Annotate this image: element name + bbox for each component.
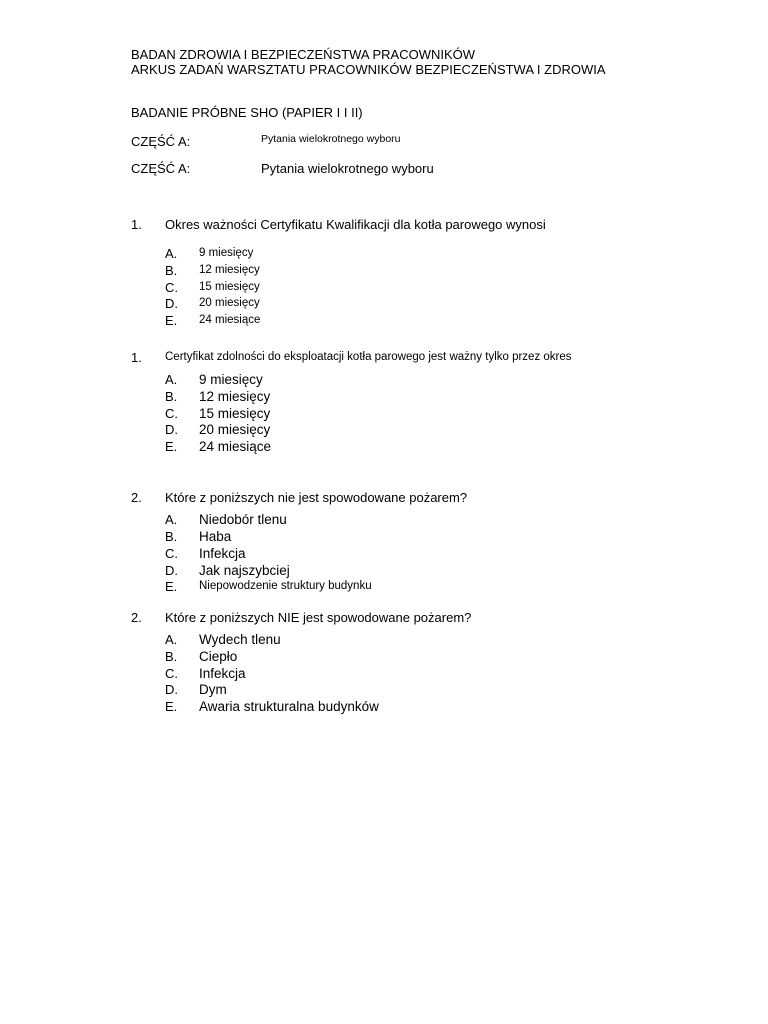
option-letter: E. [165,579,178,594]
question-text: Które z poniższych NIE jest spowodowane pożarem? [165,610,472,625]
option-letter: D. [165,422,178,437]
option-letter: C. [165,666,178,681]
option-letter: B. [165,649,178,664]
option-text: 12 miesięcy [199,389,271,404]
option-text: Infekcja [199,546,246,561]
option-text: Haba [199,529,232,544]
part-a-label-1: CZĘŚĆ A: [131,134,191,149]
option-letter: C. [165,280,178,295]
question-text: Które z poniższych nie jest spowodowane pożarem? [165,490,468,505]
option-letter: A. [165,512,178,527]
option-letter: C. [165,406,178,421]
question-number: 1. [131,217,142,232]
header-line-2: ARKUS ZADAŃ WARSZTATU PRACOWNIKÓW BEZPIECZEŃSTWA I ZDROWIA [131,62,606,77]
option-letter: E. [165,699,178,714]
option-text: Niedobór tlenu [199,512,287,527]
option-letter: C. [165,546,178,561]
option-letter: A. [165,372,178,387]
option-letter: E. [165,313,178,328]
option-text: 15 miesięcy [199,406,271,421]
question-number: 1. [131,350,142,365]
option-text: Niepowodzenie struktury budynku [199,580,372,592]
option-letter: A. [165,632,178,647]
option-text: Awaria strukturalna budynków [199,699,379,714]
option-text: 15 miesięcy [199,281,260,293]
part-a-value-1: Pytania wielokrotnego wyboru [261,133,401,145]
option-text: Ciepło [199,649,238,664]
option-text: Jak najszybciej [199,563,290,578]
option-letter: B. [165,529,178,544]
option-text: 9 miesięcy [199,372,263,387]
option-letter: D. [165,296,178,311]
option-text: 24 miesiące [199,439,272,454]
part-a-value-2: Pytania wielokrotnego wyboru [261,161,434,176]
option-letter: D. [165,563,178,578]
option-letter: B. [165,389,178,404]
option-letter: D. [165,682,178,697]
question-text: Okres ważności Certyfikatu Kwalifikacji dla kotła parowego wynosi [165,217,546,232]
question-number: 2. [131,490,142,505]
header-line-1: BADAN ZDROWIA I BEZPIECZEŃSTWA PRACOWNIKÓW [131,47,476,62]
option-text: 12 miesięcy [199,264,260,276]
option-letter: A. [165,246,178,261]
option-text: 20 miesięcy [199,422,271,437]
option-letter: B. [165,263,178,278]
option-text: Wydech tlenu [199,632,281,647]
option-text: 24 miesiące [199,314,261,326]
option-text: 20 miesięcy [199,297,260,309]
question-text: Certyfikat zdolności do eksploatacji kotła parowego jest ważny tylko przez okres [165,351,572,363]
question-number: 2. [131,610,142,625]
exam-title: BADANIE PRÓBNE SHO (PAPIER I I II) [131,105,363,120]
part-a-label-2: CZĘŚĆ A: [131,161,191,176]
option-letter: E. [165,439,178,454]
option-text: 9 miesięcy [199,247,254,259]
option-text: Infekcja [199,666,246,681]
option-text: Dym [199,682,227,697]
